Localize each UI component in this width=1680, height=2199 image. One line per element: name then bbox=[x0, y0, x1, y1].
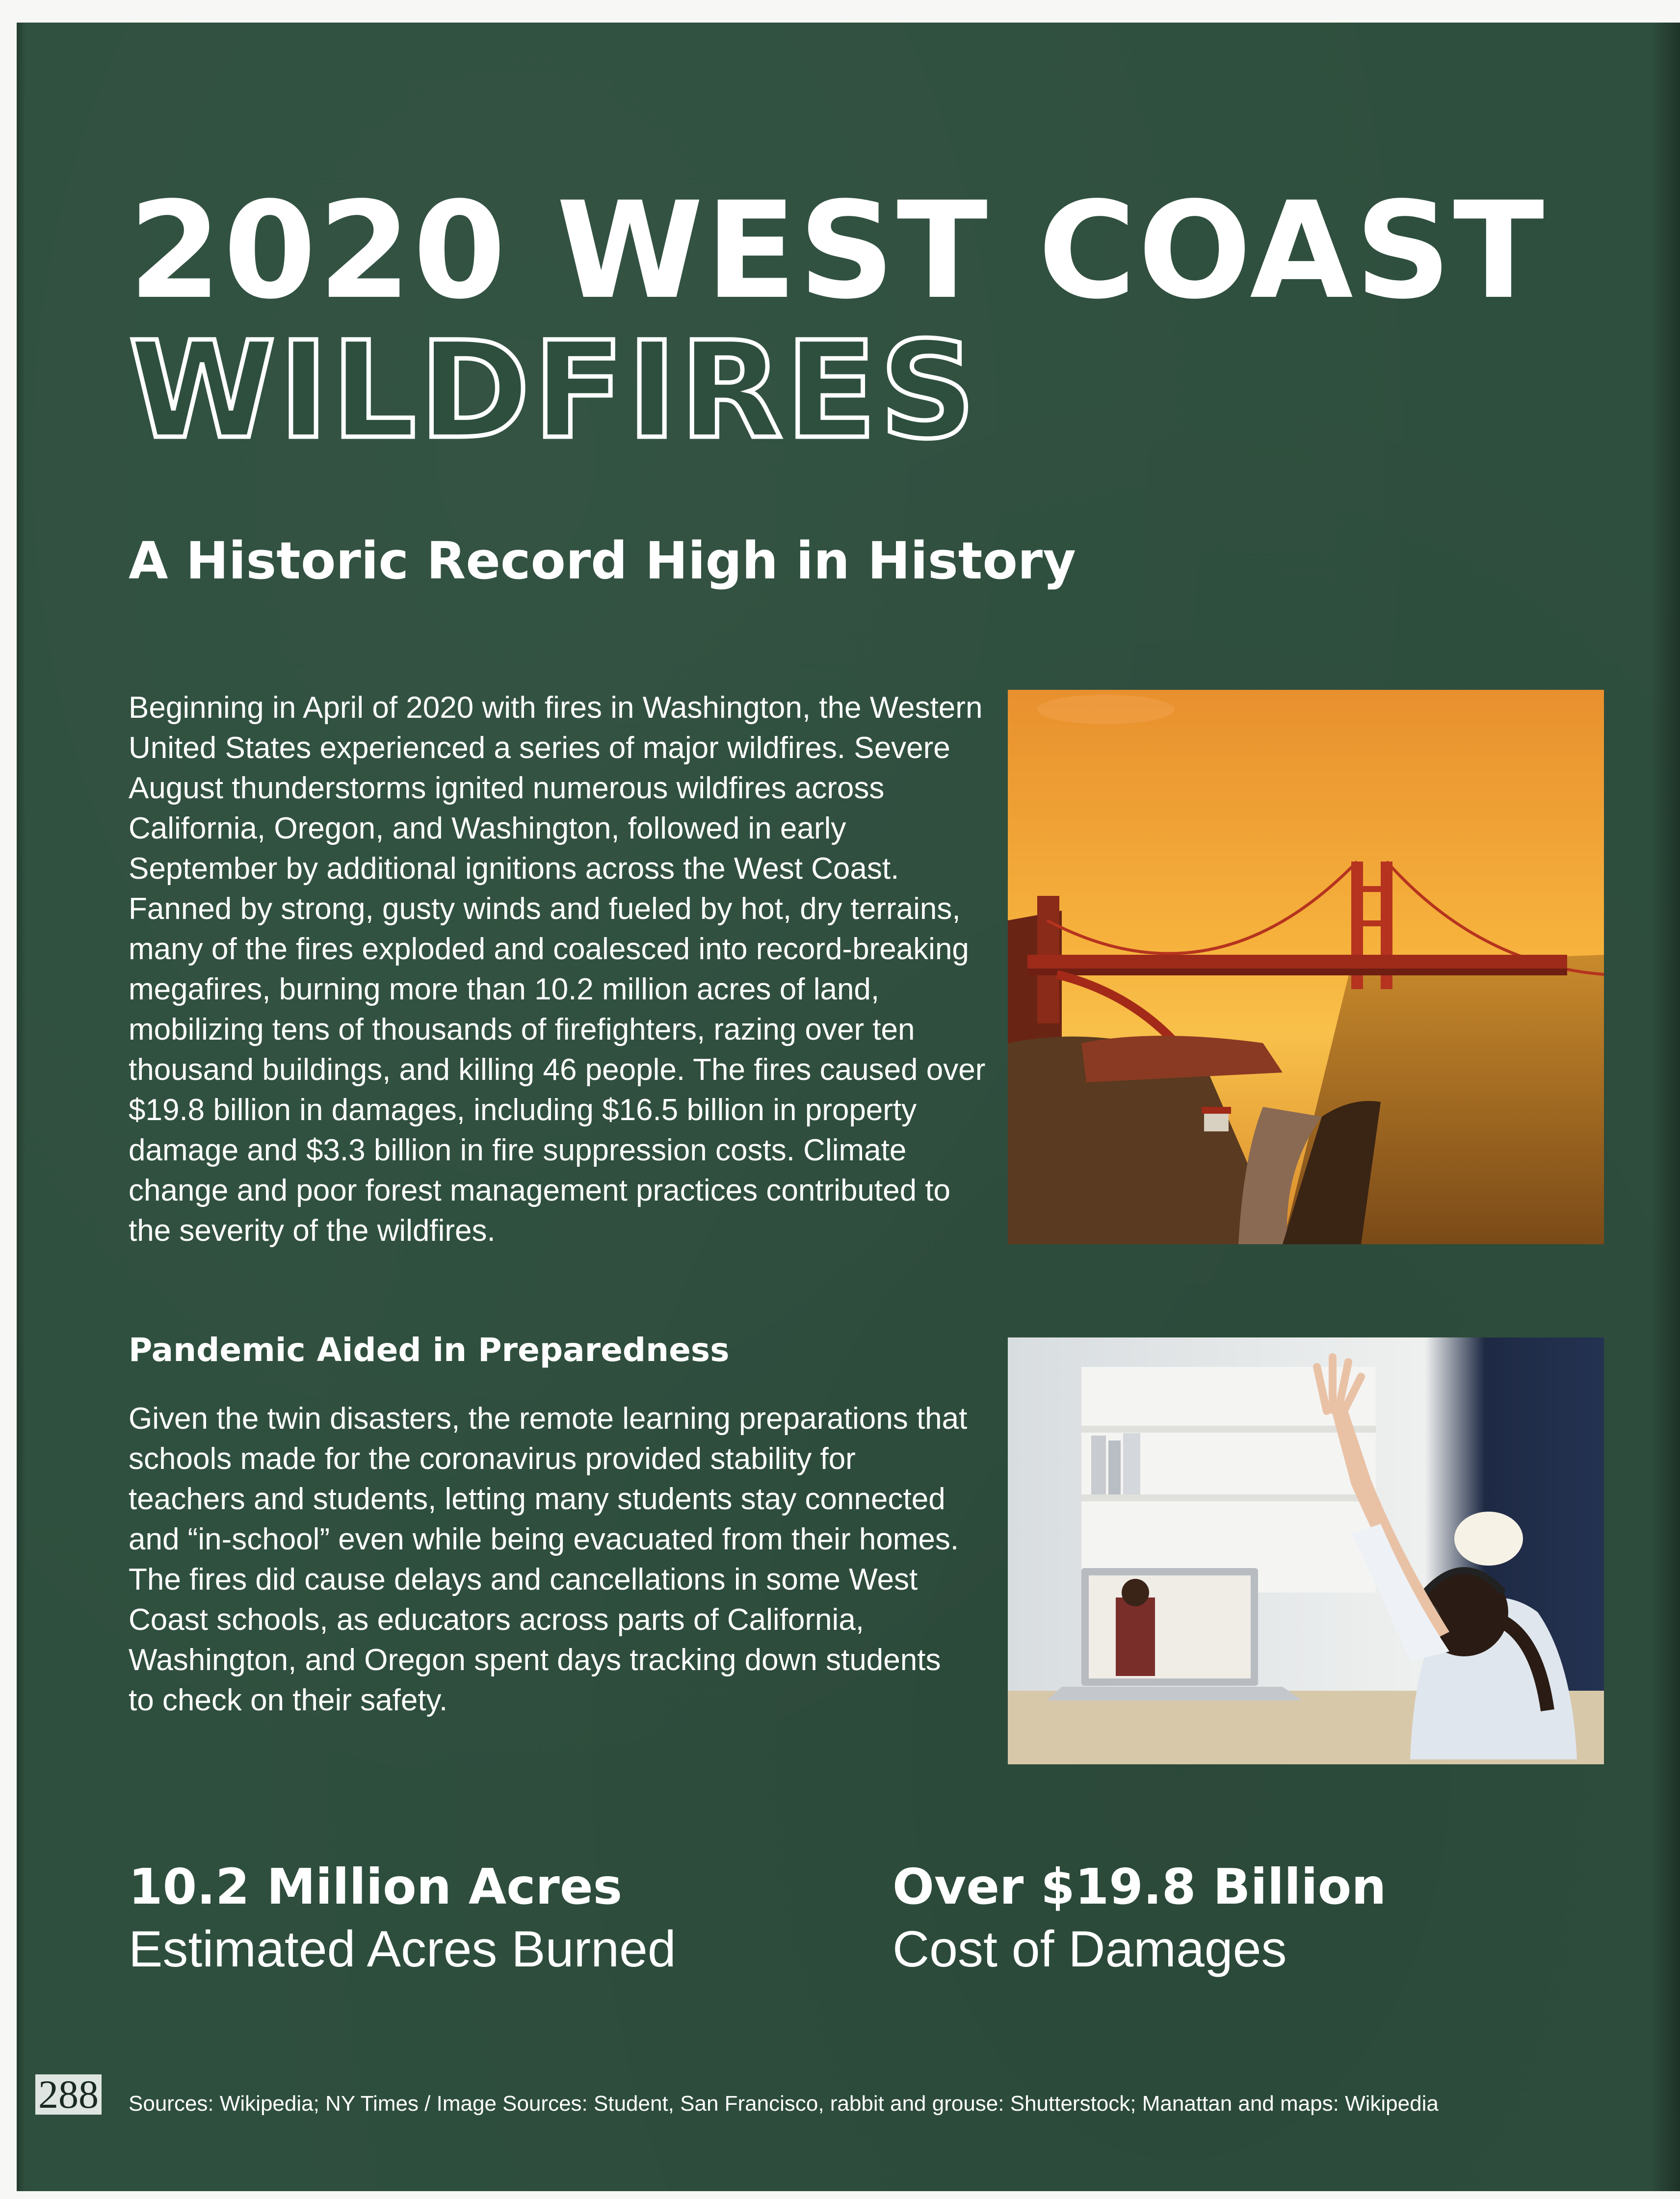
page-left-shadow bbox=[17, 23, 26, 2191]
section-paragraph: Given the twin disasters, the remote learning preparations that schools made for the coronavirus provided stability for teachers and students, letting many students stay connected and “in-school” even while being evacuated from their homes. The fires did cause delays and cancellations in some West Coast schools, as educators across parts of California, Washington, and Oregon spent days tracking down students to check on their safety. bbox=[129, 1402, 968, 1717]
page-title-line2: WILDFIRES bbox=[129, 314, 979, 469]
stat-damages-label: Cost of Damages bbox=[892, 1921, 1287, 1978]
page-spine-shadow bbox=[1651, 23, 1680, 2191]
page-subtitle: A Historic Record High in History bbox=[129, 531, 1076, 591]
golden-gate-bridge-photo bbox=[1008, 690, 1604, 1244]
sources-credit: Sources: Wikipedia; NY Times / Image Sources: Student, San Francisco, rabbit and grouse: Shutterstock; Manattan and maps: Wikipedia bbox=[129, 2092, 1439, 2116]
section-heading: Pandemic Aided in Preparedness bbox=[129, 1331, 730, 1369]
stat-acres-label: Estimated Acres Burned bbox=[129, 1921, 676, 1978]
intro-paragraph: Beginning in April of 2020 with fires in Washington, the Western United States experienced a series of major wildfires. Severe August thunderstorms ignited numerous wildfires across California, Oregon, and Washington, followed in early September by additional ignitions across the West Coast. Fanned by strong, gusty winds and fueled by hot, dry terrains, many of the fires exploded and coalesced into record-breaking megafires, burning more than 10.2 million acres of land, mobilizing tens of thousands of firefighters, razing over ten thousand buildings, and killing 46 people. The fires caused over $19.8 billion in damages, including $16.5 billion in property damage and $3.3 billion in fire suppression costs. Climate change and poor forest management practices contributed to the severity of the wildfires. bbox=[129, 691, 986, 1248]
stat-acres-value: 10.2 Million Acres bbox=[129, 1858, 623, 1915]
page bbox=[17, 23, 1680, 2191]
page-number: 288 bbox=[35, 2074, 102, 2115]
page-title-line1: 2020 WEST COAST bbox=[129, 174, 1547, 329]
student-illustration bbox=[1008, 1337, 1604, 1764]
stat-damages-value: Over $19.8 Billion bbox=[892, 1858, 1387, 1915]
student-remote-learning-photo bbox=[1008, 1337, 1604, 1764]
bridge-illustration bbox=[1008, 690, 1604, 1244]
